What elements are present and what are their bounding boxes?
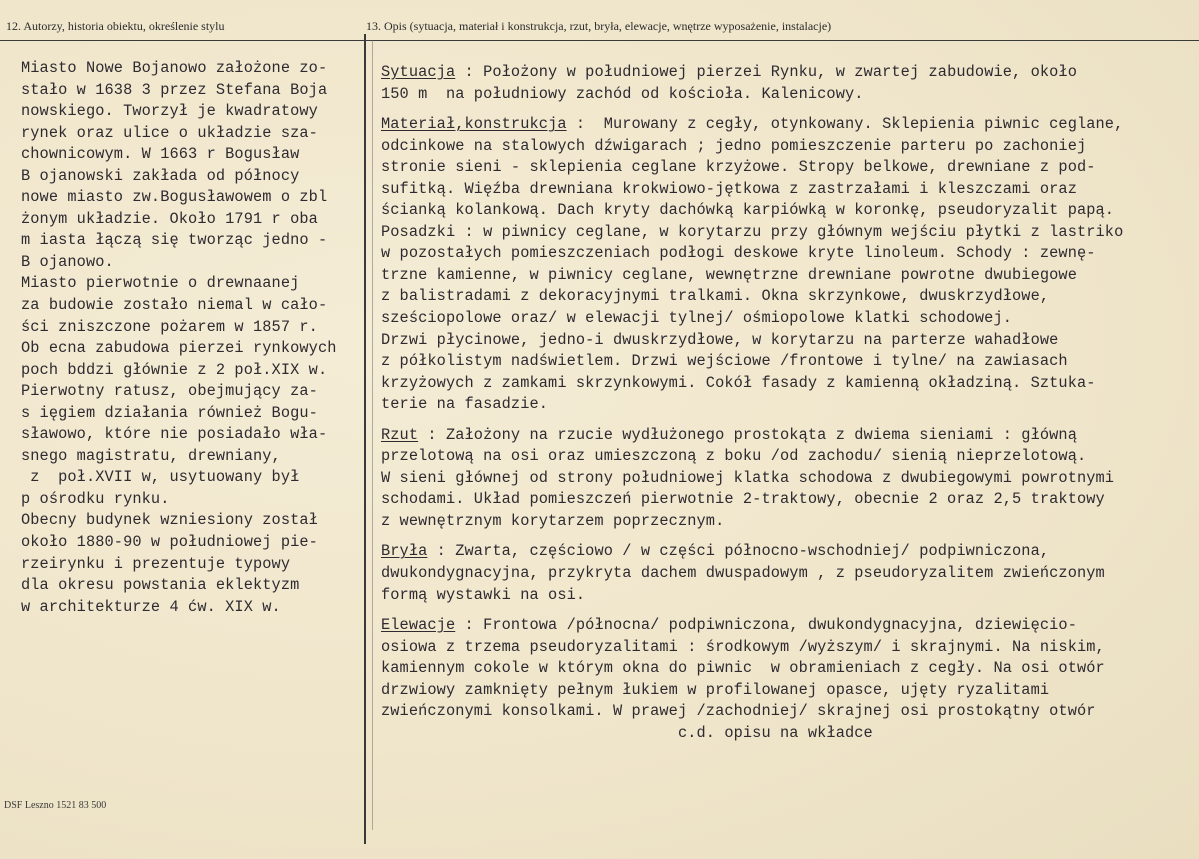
history-line: snego magistratu, drewniany, xyxy=(21,446,281,465)
section-gap xyxy=(381,532,1193,541)
section-rzut-line: W sieni głównej od strony południowej klatka schodowa z dwubiegowymi powrotnymi xyxy=(381,468,1115,487)
history-line: w architekturze 4 ćw. XIX w. xyxy=(21,597,281,616)
section-bryla-first-line xyxy=(381,541,1193,563)
section-material-line: z balistradami z dekoracyjnymi tralkami. Okna skrzynkowe, dwuskrzydłowe, xyxy=(381,287,1050,306)
history-line: żonym układzie. Około 1791 r oba xyxy=(21,209,318,228)
section-material-line: stronie sieni - sklepienia ceglane krzyżowe. Stropy belkowe, drewniane z pod- xyxy=(381,158,1096,177)
history-line: Obecny budynek wzniesiony został xyxy=(21,511,318,530)
section-material-line: trzne kamienne, w piwnicy ceglane, wewnętrzne drewniane powrotne dwubiegowe xyxy=(381,265,1077,284)
history-line: z poł.XVII w, usytuowany był xyxy=(21,468,300,487)
column-divider-secondary xyxy=(372,40,373,830)
history-line: Ob ecna zabudowa pierzei rynkowych xyxy=(21,339,337,358)
section-elewacje-line: osiowa z trzema pseudoryzalitami : środkowym /wyższym/ i skrajnymi. Na niskim, xyxy=(381,637,1105,656)
section-elewacje-line: drzwiowy zamknięty pełnym łukiem w profilowanej opasce, ujęty ryzalitami xyxy=(381,680,1050,699)
section-elewacje-lead-text: : Frontowa /północna/ podpiwniczona, dwukondygnacyjna, dziewięcio- xyxy=(455,616,1077,635)
section-material-line: sufitką. Więźba drewniana krokwiowo-jętkowa z zastrzałami i kleszczami oraz xyxy=(381,179,1077,198)
description-text xyxy=(381,62,1193,744)
section-material-line: krzyżowych z zamkami skrzynkowymi. Cokół fasady z kamienną okładziną. Sztuka- xyxy=(381,373,1096,392)
header-rule xyxy=(0,40,1199,41)
section-sytuacja-line: 150 m na południowy zachód od kościoła. Kalenicowy. xyxy=(381,84,864,103)
history-line: B ojanowo. xyxy=(21,252,114,271)
history-line: poch bddzi głównie z 2 poł.XIX w. xyxy=(21,360,328,379)
section-bryla-line: formą wystawki na osi. xyxy=(381,585,586,604)
section-rzut-lead-text: : Założony na rzucie wydłużonego prostokąta z dwiema sieniami : główną xyxy=(418,425,1077,444)
history-line: dla okresu powstania eklektyzm xyxy=(21,576,300,595)
history-line: około 1880-90 w południowej pie- xyxy=(21,533,318,552)
section-gap xyxy=(381,416,1193,425)
section-elewacje-line: kamiennym cokole w którym okna do piwnic w obramieniach z cegły. Na osi otwór xyxy=(381,659,1105,678)
history-line: sławowo, które nie posiadało wła- xyxy=(21,425,328,444)
history-line: B ojanowski zakłada od północy xyxy=(21,166,300,185)
left-column-header: 12. Autorzy, historia obiektu, określenie stylu xyxy=(6,19,225,33)
history-line: nowskiego. Tworzył je kwadratowy xyxy=(21,102,318,121)
history-line: Miasto Nowe Bojanowo założone zo- xyxy=(21,59,328,77)
section-sytuacja-first-line xyxy=(381,62,1193,84)
history-line: nowe miasto zw.Bogusławowem o zbl xyxy=(21,188,328,207)
section-rzut-line: schodami. Układ pomieszczeń pierwotnie 2-traktowy, obecnie 2 oraz 2,5 traktowy xyxy=(381,490,1105,509)
section-material-line: Drzwi płycinowe, jedno-i dwuskrzydłowe, w korytarzu na parterze wahadłowe xyxy=(381,330,1059,349)
section-gap xyxy=(381,606,1193,615)
section-bryla-heading: Bryła xyxy=(381,542,428,561)
section-elewacje-heading: Elewacje xyxy=(381,616,456,635)
section-rzut-heading: Rzut xyxy=(381,425,419,444)
history-line: Miasto pierwotnie o drewnaanej xyxy=(21,274,300,293)
section-rzut-line: przelotową na osi oraz umieszczoną z boku /od zachodu/ sienią nieprzelotową. xyxy=(381,447,1087,466)
history-line: p ośrodku rynku. xyxy=(21,489,170,508)
section-bryla-lead-text: : Zwarta, częściowo / w części północno-wschodniej/ podpiwniczona, xyxy=(427,542,1050,561)
history-line: ści zniszczone pożarem w 1857 r. xyxy=(21,317,318,336)
history-line: stało w 1638 3 przez Stefana Boja xyxy=(21,80,328,99)
section-material-line: z półkolistym nadświetlem. Drzwi wejściowe /frontowe i tylne/ na zawiasach xyxy=(381,352,1068,371)
section-material-first-line xyxy=(381,114,1193,136)
section-rzut-first-line xyxy=(381,425,1193,447)
history-text xyxy=(21,58,356,618)
section-material-heading: Materiał,konstrukcja xyxy=(381,115,567,134)
section-material-line: odcinkowe na stalowych dźwigarach ; jedno pomieszczenie parteru po zachoniej xyxy=(381,136,1087,155)
section-gap xyxy=(381,105,1193,114)
section-material-line: sześciopolowe oraz/ w elewacji tylnej/ ośmiopolowe klatki schodowej. xyxy=(381,309,1013,328)
history-line: s ięgiem działania również Bogu- xyxy=(21,403,318,422)
history-line: rzeirynku i prezentuje typowy xyxy=(21,554,291,573)
section-elewacje-first-line xyxy=(381,615,1193,637)
section-material-line: ścianką kolankową. Dach kryty dachówką karpiówką w koronkę, pseudoryzalit papą. xyxy=(381,201,1115,220)
history-line: za budowie zostało niemal w cało- xyxy=(21,296,328,315)
section-elewacje-line: c.d. opisu na wkładce xyxy=(381,723,873,742)
section-material-lead-text: : Murowany z cegły, otynkowany. Sklepienia piwnic ceglane, xyxy=(566,115,1124,134)
section-sytuacja-heading: Sytuacja xyxy=(381,63,456,81)
section-bryla-line: dwukondygnacyjna, przykryta dachem dwuspadowym , z pseudoryzalitem zwieńczonym xyxy=(381,564,1105,583)
footer-stamp: DSF Leszno 1521 83 500 xyxy=(4,800,107,811)
history-line: Pierwotny ratusz, obejmujący za- xyxy=(21,382,318,401)
history-line: m iasta łączą się tworząc jedno - xyxy=(21,231,328,250)
section-sytuacja-lead-text: : Położony w południowej pierzei Rynku, w zwartej zabudowie, około xyxy=(455,63,1077,81)
section-elewacje-line: zwieńczonymi konsolkami. W prawej /zachodniej/ skrajnej osi prostokątny otwór xyxy=(381,702,1096,721)
column-divider xyxy=(364,34,366,844)
section-material-line: Posadzki : w piwnicy ceglane, w korytarzu przy głównym wejściu płytki z lastriko xyxy=(381,222,1124,241)
history-line: chownicowym. W 1663 r Bogusław xyxy=(21,145,300,164)
history-line: rynek oraz ulice o układzie sza- xyxy=(21,123,318,142)
section-rzut-line: z wewnętrznym korytarzem poprzecznym. xyxy=(381,511,725,530)
right-column-header: 13. Opis (sytuacja, materiał i konstrukcja, rzut, bryła, elewacje, wnętrze wyposażenie, instalacje) xyxy=(366,19,832,33)
section-material-line: terie na fasadzie. xyxy=(381,395,549,414)
section-material-line: w pozostałych pomieszczeniach podłogi deskowe kryte linoleum. Schody : zewnę- xyxy=(381,244,1096,263)
